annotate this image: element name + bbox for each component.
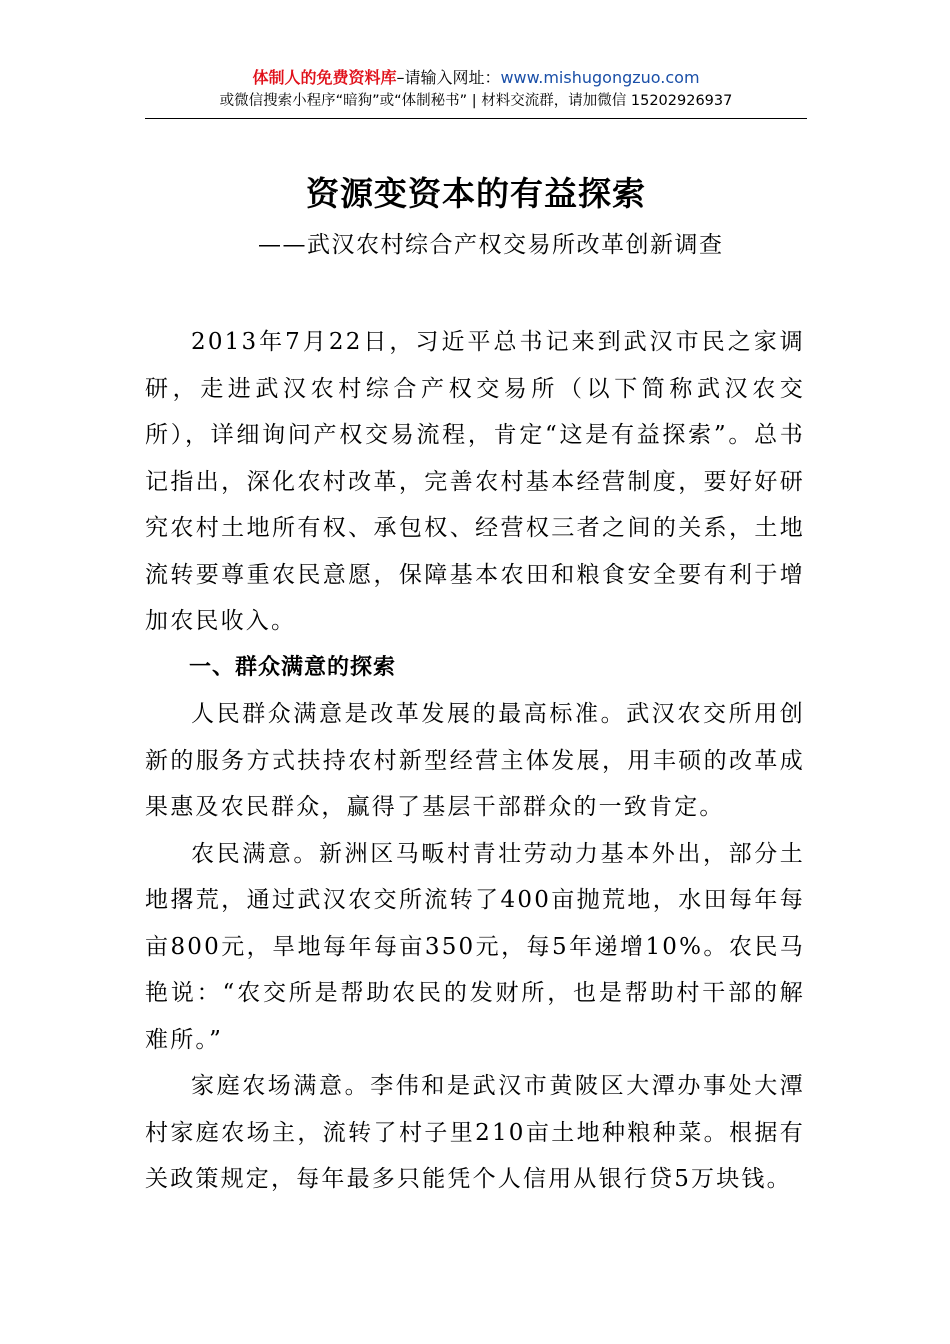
body-paragraph: 农民满意。新洲区马畈村青壮劳动力基本外出，部分土地撂荒，通过武汉农交所流转了400亩抛荒地，水田每年每亩800元，旱地每年每亩350元，每5年递增10%。农民马艳说：“农交所是帮助农民的发财所，也是帮助村干部的解难所。” <box>145 840 805 1053</box>
section-heading: 一、群众满意的探索 <box>189 654 397 680</box>
body-paragraph: 人民群众满意是改革发展的最高标准。武汉农交所用创新的服务方式扶持农村新型经营主体发展，用丰硕的改革成果惠及农民群众，赢得了基层干部群众的一致肯定。 <box>145 701 805 820</box>
header-banner <box>145 66 807 90</box>
site-header <box>145 66 807 112</box>
brand-name: 体制人的免费资料库 <box>252 68 397 87</box>
body-paragraph: 家庭农场满意。李伟和是武汉市黄陂区大潭办事处大潭村家庭农场主，流转了村子里210亩土地种粮种菜。根据有关政策规定，每年最多只能凭个人信用从银行贷5万块钱。 <box>145 1073 805 1192</box>
url-prompt: –请输入网址： <box>396 68 501 87</box>
document-title: 资源变资本的有益探索 <box>306 174 646 213</box>
header-subline: 或微信搜索小程序“暗狗”或“体制秘书” | 材料交流群，请加微信 15202926937 <box>219 93 733 109</box>
site-url-link[interactable]: www.mishugongzuo.com <box>500 68 700 87</box>
header-divider <box>145 118 807 119</box>
document-subtitle: ——武汉农村综合产权交易所改革创新调查 <box>258 232 724 258</box>
body-paragraph: 2013年7月22日，习近平总书记来到武汉市民之家调研，走进武汉农村综合产权交易所（以下简称武汉农交所），详细询问产权交易流程，肯定“这是有益探索”。总书记指出，深化农村改革，完善农村基本经营制度，要好好研究农村土地所有权、承包权、经营权三者之间的关系，土地流转要尊重农民意愿，保障基本农田和粮食安全要有利于增加农民收入。 <box>145 329 805 634</box>
document-body <box>145 319 805 1203</box>
